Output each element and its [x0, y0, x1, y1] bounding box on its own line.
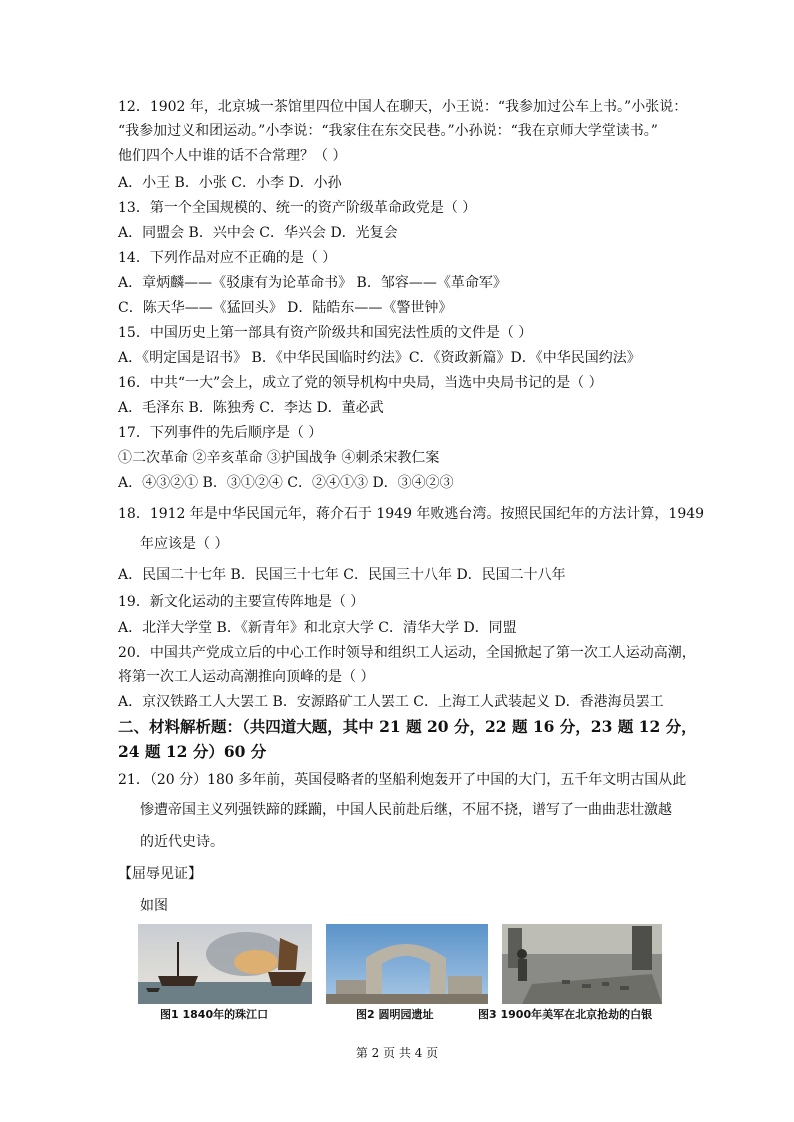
q17-options: A．④③②① B．③①②④ C．②④①③ D．③④②③	[118, 475, 454, 491]
q13-stem: 13．第一个全国规模的、统一的资产阶级革命政党是（ ）	[118, 200, 477, 216]
section2-heading-line1: 二、材料解析题：（共四道大题，其中 21 题 20 分，22 题 16 分，23 题 12 分，	[118, 717, 697, 736]
figure-2-caption: 图2 圆明园遗址	[356, 1008, 434, 1021]
q15-options: A．《明定国是诏书》 B．《中华民国临时约法》C．《资政新篇》D．《中华民国约法》	[118, 350, 641, 366]
q12-line1: 12．1902 年，北京城一茶馆里四位中国人在聊天，小王说：“我参加过公车上书。”小张说：	[118, 99, 688, 115]
q14-options-2: C．陈天华——《猛回头》 D．陆皓东——《警世钟》	[118, 300, 453, 316]
q19-options: A．北洋大学堂 B．《新青年》和北京大学 C．清华大学 D．同盟	[118, 620, 517, 636]
q14-options-1: A．章炳麟——《驳康有为论革命书》 B．邹容——《革命军》	[118, 275, 507, 291]
figure-3-image	[502, 924, 662, 1004]
q12-options: A．小王 B．小张 C．小李 D．小孙	[118, 175, 342, 191]
q21-line1: 21．（20 分）180 多年前，英国侵略者的坚船利炮轰开了中国的大门，五千年文明古国从此	[118, 772, 687, 788]
section2-heading-line2: 24 题 12 分）60 分	[118, 742, 267, 761]
q18-line2: 年应该是（ ）	[140, 536, 229, 552]
q20-line2: 将第一次工人运动高潮推向顶峰的是（ ）	[118, 669, 375, 685]
figure-row	[138, 924, 694, 1024]
page-footer: 第 2 页 共 4 页	[355, 1046, 439, 1060]
q15-stem: 15．中国历史上第一部具有资产阶级共和国宪法性质的文件是（ ）	[118, 325, 533, 341]
q20-options: A．京汉铁路工人大罢工 B．安源路矿工人罢工 C．上海工人武装起义 D．香港海员罢工	[118, 694, 664, 710]
q17-events: ①二次革命 ②辛亥革命 ③护国战争 ④刺杀宋教仁案	[118, 450, 440, 466]
q12-line3: 他们四个人中谁的话不合常理？（ ）	[118, 148, 347, 164]
q13-options: A．同盟会 B．兴中会 C．华兴会 D．光复会	[118, 225, 398, 241]
q16-stem: 16．中共“一大”会上，成立了党的领导机构中央局，当选中央局书记的是（ ）	[118, 375, 603, 391]
q19-stem: 19．新文化运动的主要宣传阵地是（ ）	[118, 594, 365, 610]
figure-2	[326, 924, 488, 1004]
q18-options: A．民国二十七年 B．民国三十七年 C．民国三十八年 D．民国二十八年	[118, 567, 566, 583]
q14-stem: 14．下列作品对应不正确的是（ ）	[118, 250, 337, 266]
q21-line2: 惨遭帝国主义列强铁蹄的蹂躏，中国人民前赴后继，不屈不挠，谱写了一曲曲悲壮激越	[140, 802, 672, 818]
figure-1	[138, 924, 312, 1004]
figure-2-image	[326, 924, 488, 1004]
q21-line3: 的近代史诗。	[140, 834, 224, 850]
q20-line1: 20．中国共产党成立后的中心工作时领导和组织工人运动，全国掀起了第一次工人运动高潮，	[118, 645, 696, 661]
q12-line2: “我参加过义和团运动。”小李说：“我家住在东交民巷。”小孙说：“我在京师大学堂读书。”	[118, 123, 658, 139]
figure-1-image	[138, 924, 312, 1004]
figure-1-caption: 图1 1840年的珠江口	[160, 1008, 269, 1021]
figure-3	[502, 924, 662, 1004]
q21-subheading: 【屈辱见证】	[118, 866, 202, 882]
q16-options: A．毛泽东 B．陈独秀 C．李达 D．董必武	[118, 400, 384, 416]
q21-intro: 如图	[140, 898, 168, 914]
q18-line1: 18．1912 年是中华民国元年，蒋介石于 1949 年败逃台湾。按照民国纪年的方法计算，1949	[118, 506, 705, 522]
q17-stem: 17．下列事件的先后顺序是（ ）	[118, 425, 323, 441]
figure-3-caption: 图3 1900年美军在北京抢劫的白银	[478, 1008, 653, 1021]
